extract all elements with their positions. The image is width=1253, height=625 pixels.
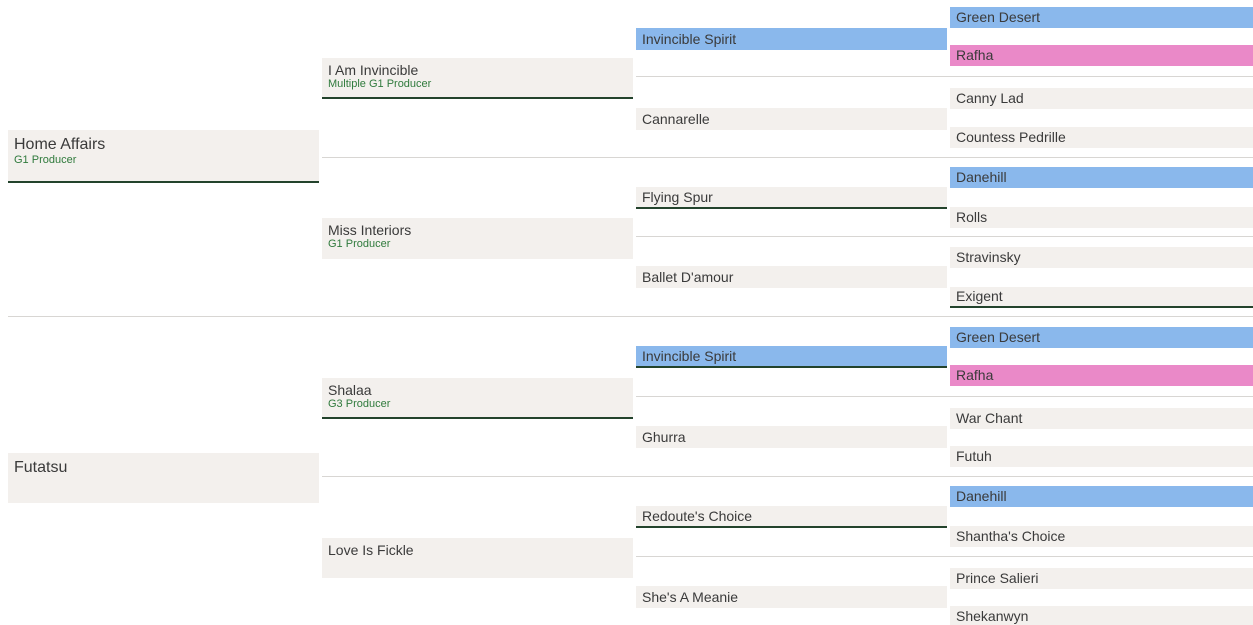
g4-box[interactable] — [950, 287, 1253, 308]
divider-eighth — [636, 76, 1253, 77]
horse-name: She's A Meanie — [642, 589, 739, 605]
g4-box[interactable] — [950, 606, 1253, 625]
g3-box[interactable] — [636, 506, 947, 528]
g3-box[interactable] — [636, 426, 947, 448]
g4-box[interactable] — [950, 568, 1253, 589]
dam-sire-box[interactable] — [322, 378, 633, 419]
g4-box[interactable] — [950, 327, 1253, 348]
dam-dam-box[interactable] — [322, 538, 633, 578]
divider-eighth — [636, 396, 1253, 397]
horse-name: Invincible Spirit — [642, 348, 737, 364]
horse-name: Rafha — [956, 47, 994, 63]
g4-box[interactable] — [950, 127, 1253, 148]
dam-box[interactable] — [8, 453, 319, 503]
g4-box[interactable] — [950, 526, 1253, 547]
divider-quarter — [322, 476, 1253, 477]
horse-name: Invincible Spirit — [642, 31, 737, 47]
horse-name: Green Desert — [956, 9, 1041, 25]
horse-name: Miss Interiors — [328, 222, 412, 238]
divider-eighth — [636, 236, 1253, 237]
horse-name: Redoute's Choice — [642, 508, 753, 524]
g4-box[interactable] — [950, 207, 1253, 228]
g3-box[interactable] — [636, 266, 947, 288]
g4-box[interactable] — [950, 446, 1253, 467]
divider-half — [8, 316, 1253, 317]
g3-box[interactable] — [636, 28, 947, 50]
horse-name: Green Desert — [956, 329, 1041, 345]
horse-name: Ghurra — [642, 429, 686, 445]
g3-box[interactable] — [636, 586, 947, 608]
sire-sire-box[interactable] — [322, 58, 633, 99]
horse-name: Danehill — [956, 488, 1007, 504]
horse-name: Shekanwyn — [956, 608, 1029, 624]
g3-box[interactable] — [636, 187, 947, 209]
horse-name: Futatsu — [14, 459, 68, 476]
horse-name: Love Is Fickle — [328, 542, 414, 558]
producer-status: G1 Producer — [14, 154, 77, 166]
g4-box[interactable] — [950, 167, 1253, 188]
horse-name: Flying Spur — [642, 189, 713, 205]
producer-status: Multiple G1 Producer — [328, 78, 432, 90]
horse-name: Canny Lad — [956, 90, 1024, 106]
producer-status: G3 Producer — [328, 398, 391, 410]
divider-eighth — [636, 556, 1253, 557]
horse-name: I Am Invincible — [328, 62, 419, 78]
horse-name: Shantha's Choice — [956, 528, 1066, 544]
horse-name: Futuh — [956, 448, 992, 464]
g3-box[interactable] — [636, 108, 947, 130]
horse-name: Rafha — [956, 367, 994, 383]
horse-name: Danehill — [956, 169, 1007, 185]
sire-dam-box[interactable] — [322, 218, 633, 259]
g4-box[interactable] — [950, 247, 1253, 268]
horse-name: Rolls — [956, 209, 988, 225]
horse-name: Home Affairs — [14, 136, 106, 153]
horse-name: Shalaa — [328, 382, 372, 398]
g4-box[interactable] — [950, 7, 1253, 28]
horse-name: War Chant — [956, 410, 1023, 426]
g4-box[interactable] — [950, 45, 1253, 66]
horse-name: Stravinsky — [956, 249, 1021, 265]
horse-name: Prince Salieri — [956, 570, 1039, 586]
sire-box[interactable] — [8, 130, 319, 183]
g4-box[interactable] — [950, 486, 1253, 507]
horse-name: Ballet D'amour — [642, 269, 734, 285]
divider-quarter — [322, 157, 1253, 158]
g4-box[interactable] — [950, 408, 1253, 429]
g4-box[interactable] — [950, 365, 1253, 386]
horse-name: Countess Pedrille — [956, 129, 1066, 145]
horse-name: Exigent — [956, 288, 1003, 304]
g3-box[interactable] — [636, 346, 947, 368]
horse-name: Cannarelle — [642, 111, 710, 127]
g4-box[interactable] — [950, 88, 1253, 109]
producer-status: G1 Producer — [328, 238, 391, 250]
